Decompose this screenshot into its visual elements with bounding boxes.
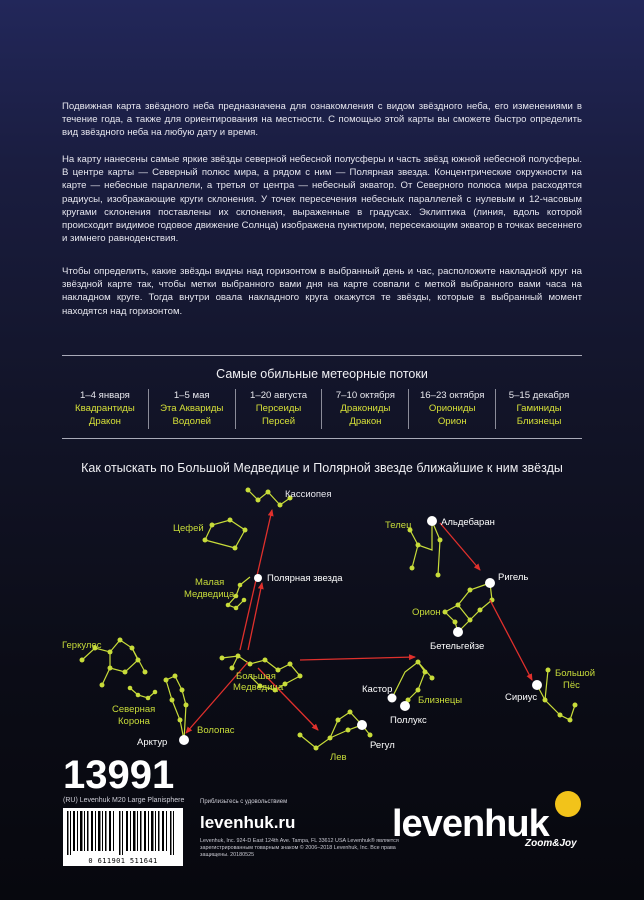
meteor-name: Ориониды [428, 403, 476, 414]
aldebaran-star [427, 516, 437, 526]
label-ursa-minor-2: Медведица [184, 589, 235, 600]
intro-paragraph-3: Чтобы определить, какие звёзды видны над горизонтом в выбранный день и час, расположите накладной круг на звёздной карте так, чтобы метки выбранного вами дня на карте совпали с меткой выбранного вами часа на накладном круге. Тогда внутри овала накладного круга окажутся те звёзды, которые в выбранный момент находятся над горизонтом. [62, 266, 582, 317]
label-ursa-major-2: Медведица [233, 682, 284, 693]
constellation-lines [82, 490, 575, 748]
company-address: Levenhuk, Inc. 924-D East 124th Ave. Tampa, FL 33612 USA Levenhuk® является зарегистрированным товарным знаком © 2006–2018 Levenhuk, Inc. Все права защищены. 20180525 [200, 838, 399, 858]
meteor-date: 5–15 декабря [508, 390, 570, 401]
regulus-star [357, 720, 367, 730]
intro-paragraph-2: На карту нанесены самые яркие звёзды северной небесной полусферы и часть звёзд южной небесной полусферы. В центре карты — Северный полюс мира, а рядом с ним — Полярная звезда. Концентрические окружности на карте — небесные параллели, а третья от центра — небесный экватор. От Северного полюса мира расходятся радиусы, изображающие круги склонения. У точек пересечения небесных параллелей с нулевым и 12-часовым кругами склонения поставлены их склонения, выраженные в градусах. Эклиптика (линия, вдоль которой происходит видимое годовое движение Солнца) изображена пунктиром, пересекающим экватор в точках весеннего и зимнего равноденствия. [62, 154, 582, 245]
rigel-star [485, 578, 495, 588]
divider-bottom [62, 438, 582, 439]
map-title: Как отыскать по Большой Медведице и Полярной звезде ближайшие к ним звёзды [81, 461, 563, 475]
meteor-constellation: Водолей [172, 416, 212, 427]
label-gemini: Близнецы [418, 695, 463, 706]
meteor-name: Квадрантиды [75, 403, 135, 414]
meteor-name: Персеиды [255, 403, 302, 414]
label-taurus: Телец [385, 520, 412, 531]
logo-tagline: Zoom&Joy [525, 838, 577, 849]
meteor-table [62, 389, 582, 429]
meteor-date: 1–5 мая [173, 390, 210, 401]
label-corona-1: Северная [112, 704, 156, 715]
label-ursa-major-1: Большая [236, 671, 276, 682]
meteor-date: 1–20 августа [250, 390, 308, 401]
arcturus-star [179, 735, 189, 745]
label-regulus: Регул [370, 740, 395, 751]
label-orion: Орион [412, 607, 441, 618]
meteor-name: Гаминиды [516, 403, 562, 414]
label-pollux: Поллукс [390, 715, 427, 726]
label-corona-2: Корона [118, 716, 150, 727]
polaris-star [254, 574, 262, 582]
meteor-date: 7–10 октября [335, 390, 395, 401]
label-cepheus: Цефей [173, 523, 204, 534]
label-leo: Лев [330, 752, 347, 760]
label-ursa-minor-1: Малая [195, 577, 225, 588]
divider-top [62, 355, 582, 356]
meteor-item [495, 389, 582, 429]
label-rigel: Ригель [498, 572, 529, 583]
sirius-star [532, 680, 542, 690]
pollux-star [400, 701, 410, 711]
meteor-constellation: Близнецы [516, 416, 562, 427]
meteor-constellation: Дракон [349, 416, 382, 427]
meteor-title: Самые обильные метеорные потоки [216, 367, 428, 381]
meteor-name: Дракониды [340, 403, 391, 414]
label-cassiopeia: Кассиопея [285, 489, 332, 500]
map-labels [62, 489, 595, 760]
label-arcturus: Арктур [137, 737, 168, 748]
label-hercules: Геркулес [62, 640, 102, 651]
label-aldebaran: Альдебаран [441, 517, 495, 528]
label-canis-major-1: Большой [555, 668, 596, 679]
label-castor: Кастор [362, 684, 393, 695]
product-number: 13991 [63, 753, 175, 797]
meteor-item [235, 389, 322, 429]
meteor-constellation: Дракон [88, 416, 121, 427]
barcode-bars [63, 808, 183, 858]
meteor-date: 16–23 октября [419, 390, 485, 401]
intro-paragraph-1: Подвижная карта звёздного неба предназначена для ознакомления с видом звёздного неба, его изменениями в течение года, а также для ориентирования на местности. С помощью этой карты вы сможете быстро определить вид звёздного неба на любую дату и время. [62, 101, 582, 139]
betelgeuse-star [453, 627, 463, 637]
label-polaris: Полярная звезда [267, 573, 343, 584]
sun-icon [555, 791, 581, 817]
website-link[interactable]: levenhuk.ru [200, 813, 296, 832]
label-betelgeuse: Бетельгейзе [430, 641, 485, 652]
meteor-item [408, 389, 495, 429]
meteor-item [321, 389, 408, 429]
meteor-name: Эта Аквариды [160, 403, 224, 414]
label-canis-major-2: Пёс [563, 680, 580, 691]
logo-wordmark: levenhuk [392, 803, 549, 845]
barcode [63, 808, 183, 866]
meteor-constellation: Орион [437, 416, 467, 427]
constellation-map [0, 480, 644, 760]
barcode-digits: 0 611901 511641 [88, 857, 158, 865]
brand-logo [392, 791, 612, 851]
product-name: (RU) Levenhuk M20 Large Planisphere [63, 797, 185, 804]
label-sirius: Сириус [505, 692, 538, 703]
bright-stars [179, 516, 542, 745]
meteor-item [148, 389, 235, 429]
label-bootes: Волопас [197, 725, 235, 736]
meteor-date: 1–4 января [79, 390, 130, 401]
certification-note: Приблизьтесь с удовольствием [200, 799, 288, 805]
meteor-constellation: Персей [262, 416, 296, 427]
meteor-item [62, 389, 148, 429]
